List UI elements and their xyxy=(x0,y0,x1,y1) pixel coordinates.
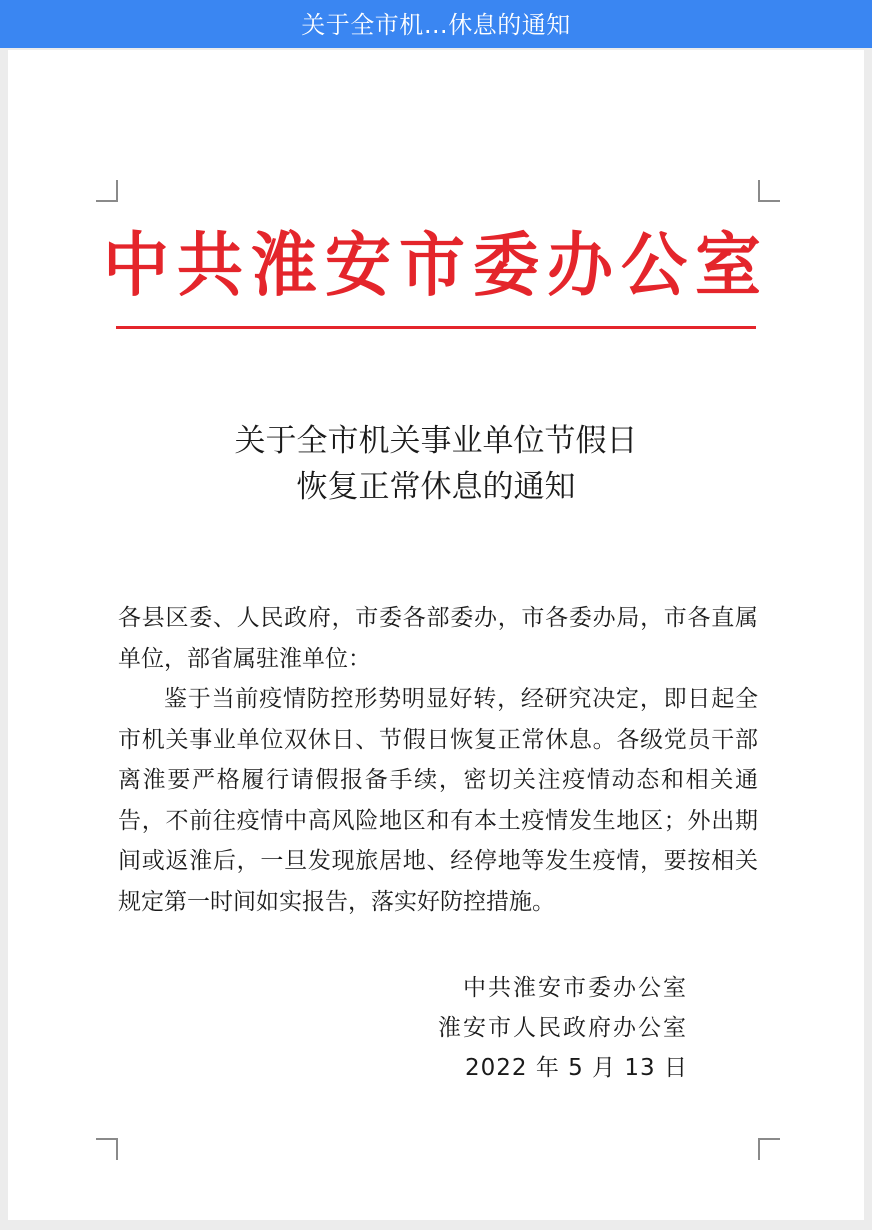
letterhead-red-rule xyxy=(116,326,756,329)
page-corner-mark-top-left xyxy=(96,180,118,202)
signature-date: 2022 年 5 月 13 日 xyxy=(465,1055,688,1081)
window-title: 关于全市机…休息的通知 xyxy=(301,11,571,39)
document-title-line-2: 恢复正常休息的通知 xyxy=(296,469,576,505)
signature-issuer-2: 淮安市人民政府办公室 xyxy=(438,1015,688,1041)
page-corner-mark-bottom-right xyxy=(758,1138,780,1160)
document-title xyxy=(8,418,864,510)
window-title-bar xyxy=(0,0,872,48)
page-corner-mark-bottom-left xyxy=(96,1138,118,1160)
signature-issuer-1: 中共淮安市委办公室 xyxy=(463,975,688,1001)
document-title-line-1: 关于全市机关事业单位节假日 xyxy=(234,423,638,459)
body-paragraph: 鉴于当前疫情防控形势明显好转，经研究决定，即日起全市机关事业单位双休日、节假日恢复正常休息。各级党员干部离淮要严格履行请假报备手续，密切关注疫情动态和相关通告，不前往疫情中高风险地区和有本土疫情发生地区；外出期间或返淮后，一旦发现旅居地、经停地等发生疫情，要按相关规定第一时间如实报告，落实好防控措施。 xyxy=(118,686,758,915)
document-body xyxy=(118,598,758,922)
page-corner-mark-top-right xyxy=(758,180,780,202)
document-page[interactable] xyxy=(8,50,864,1220)
salutation: 各县区委、人民政府，市委各部委办，市各委办局，市各直属单位，部省属驻淮单位： xyxy=(118,605,758,672)
letterhead: 中共淮安市委办公室 xyxy=(103,225,769,306)
